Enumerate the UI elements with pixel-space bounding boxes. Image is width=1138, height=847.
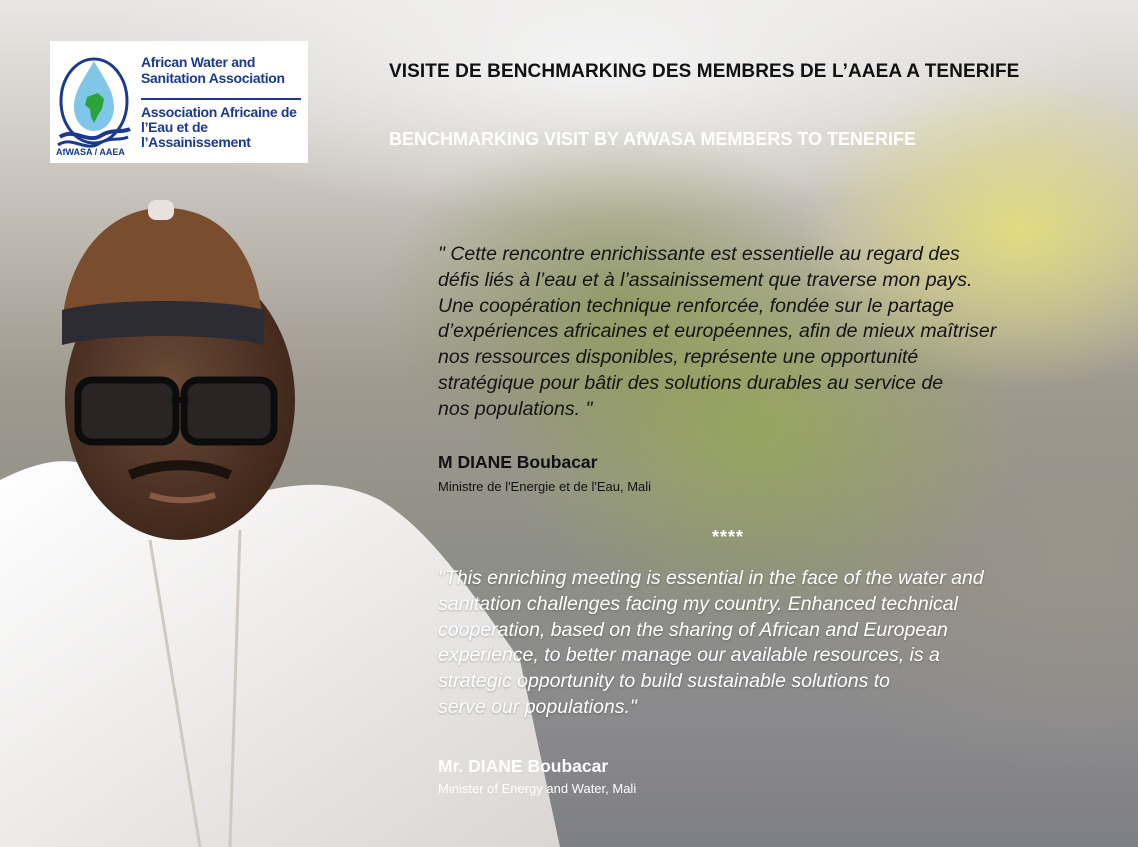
quote-line: sanitation challenges facing my country. Enhanced technical (438, 592, 958, 615)
quote-line: serve our populations." (438, 695, 637, 718)
logo-name-french (141, 105, 306, 150)
quote-line: stratégique pour bâtir des solutions durables au service de (438, 371, 944, 394)
quote-line: Une coopération technique renforcée, fondée sur le partage (438, 294, 955, 317)
speaker-name-english: Mr. DIANE Boubacar (438, 756, 609, 776)
quote-line: " Cette rencontre enrichissante est essentielle au regard des (438, 243, 960, 265)
quote-line: défis liés à l’eau et à l’assainissement que traverse mon pays. (438, 268, 973, 291)
logo-en-line2: Sanitation Association (141, 70, 285, 86)
quote-line: "This enriching meeting is essential in the face of the water and (438, 567, 984, 589)
title-english: BENCHMARKING VISIT BY AfWASA MEMBERS TO TENERIFE (389, 129, 917, 149)
logo-fr-line2: l’Eau et de l’Assainissement (141, 119, 251, 150)
speaker-role-french: Ministre de l'Energie et de l'Eau, Mali (438, 479, 652, 494)
logo-fr-line1: Association Africaine de (141, 104, 297, 120)
logo-divider (141, 98, 301, 100)
logo-tag: AfWASA / AAEA (56, 147, 125, 157)
logo-name-english (141, 54, 306, 86)
title-french: VISITE DE BENCHMARKING DES MEMBRES DE L’AAEA A TENERIFE (389, 61, 1020, 82)
quote-line: experience, to better manage our available resources, is a (438, 644, 940, 667)
logo-en-line1: African Water and (141, 54, 256, 70)
speaker-role-english: Minister of Energy and Water, Mali (438, 781, 637, 796)
separator: **** (712, 527, 745, 547)
quote-line: strategic opportunity to build sustainable solutions to (438, 670, 891, 693)
quote-line: nos populations. " (438, 397, 593, 420)
quote-english (438, 566, 1098, 721)
afwasa-logo (50, 41, 308, 163)
water-drop-africa-emblem (54, 49, 134, 161)
quote-line: d’expériences africaines et européennes, afin de mieux maîtriser (438, 320, 997, 343)
quote-french (438, 242, 1098, 423)
speaker-name-french: M DIANE Boubacar (438, 452, 598, 472)
quote-line: nos ressources disponibles, représente une opportunité (438, 346, 919, 369)
quote-line: cooperation, based on the sharing of African and European (438, 618, 948, 641)
